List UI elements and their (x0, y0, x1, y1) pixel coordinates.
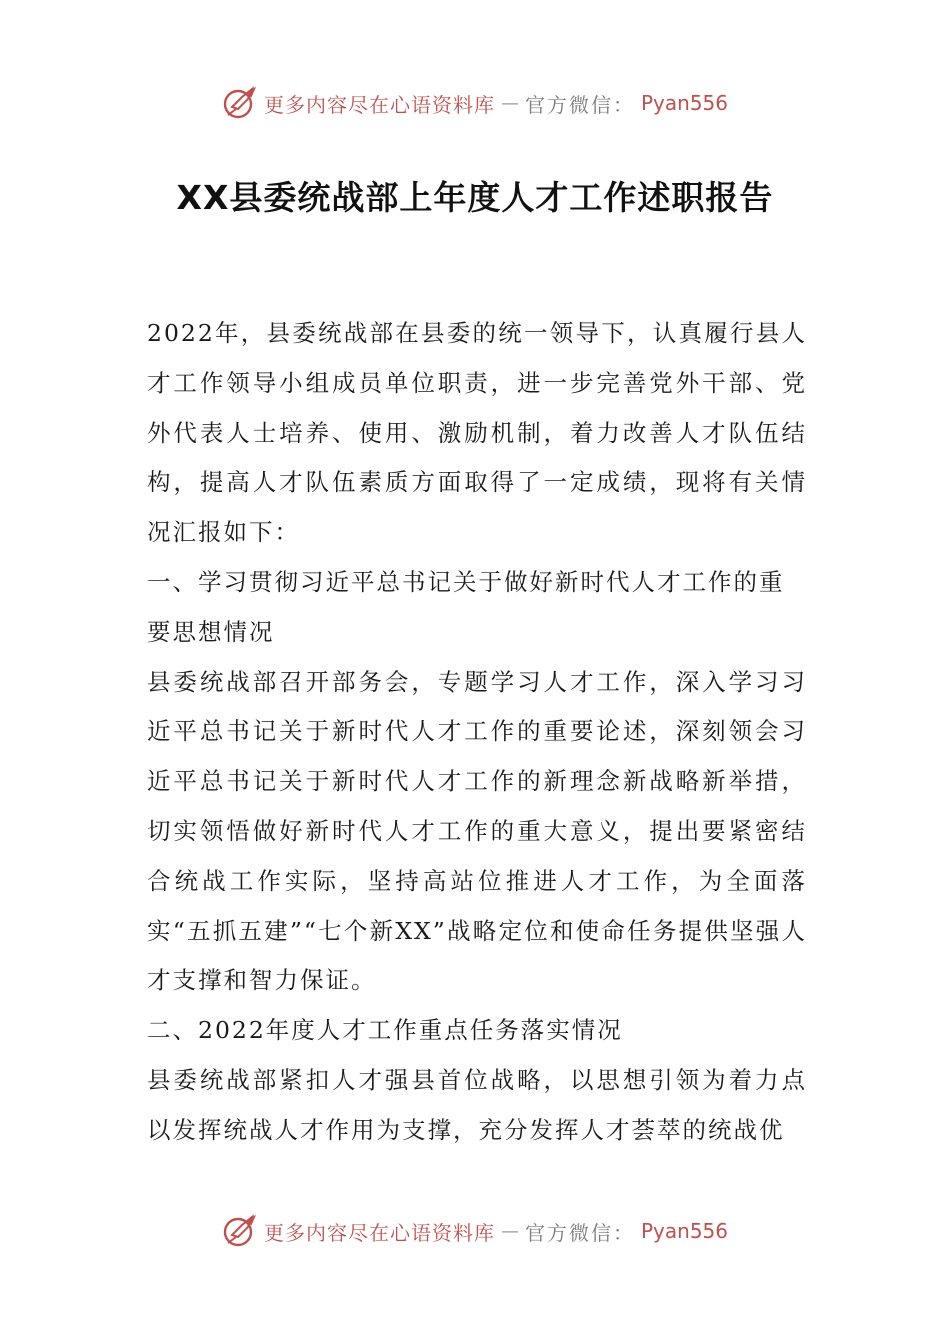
watermark-separator: — (500, 1220, 519, 1242)
section-1-paragraph: 县委统战部召开部务会，专题学习人才工作，深入学习习近平总书记关于新时代人才工作的重要论述，深刻领会习近平总书记关于新时代人才工作的新理念新战略新举措，切实领悟做好新时代人才工作的重大意义，提出要紧密结合统战工作实际，坚持高站位推进人才工作，为全面落实“五抓五建”“七个新XX”战略定位和使命任务提供坚强人才支撑和智力保证。 (147, 667, 807, 995)
watermark-brand: 更多内容尽在心语资料库 (263, 92, 495, 117)
section-heading-2: 二、2022年度人才工作重点任务落实情况 (147, 1016, 623, 1045)
watermark-contact-handle: Pyan556 (640, 91, 728, 115)
watermark-contact-label: 官方微信： (524, 1220, 635, 1245)
section-2-paragraph: 县委统战部紧扣人才强县首位战略，以思想引领为着力点以发挥统战人才作用为支撑，充分发挥人才荟萃的统战优 (147, 1065, 807, 1144)
watermark-contact-handle: Pyan556 (640, 1219, 728, 1243)
watermark-header (0, 78, 950, 128)
watermark-contact-label: 官方微信： (524, 92, 635, 117)
watermark-separator: — (500, 92, 519, 114)
intro-paragraph: 2022年，县委统战部在县委的统一领导下，认真履行县人才工作领导小组成员单位职责，进一步完善党外干部、党外代表人士培养、使用、激励机制，着力改善人才队伍结构，提高人才队伍素质方面取得了一定成绩，现将有关情况汇报如下： (147, 319, 807, 547)
document-title: XX县委统战部上年度人才工作述职报告 (176, 178, 774, 217)
quill-logo-icon (222, 85, 258, 121)
watermark-brand: 更多内容尽在心语资料库 (263, 1220, 495, 1245)
document-body (147, 309, 807, 1156)
quill-logo-icon (222, 1213, 258, 1249)
watermark-footer (0, 1206, 950, 1256)
section-heading-1: 一、学习贯彻习近平总书记关于做好新时代人才工作的重要思想情况 (147, 567, 785, 646)
